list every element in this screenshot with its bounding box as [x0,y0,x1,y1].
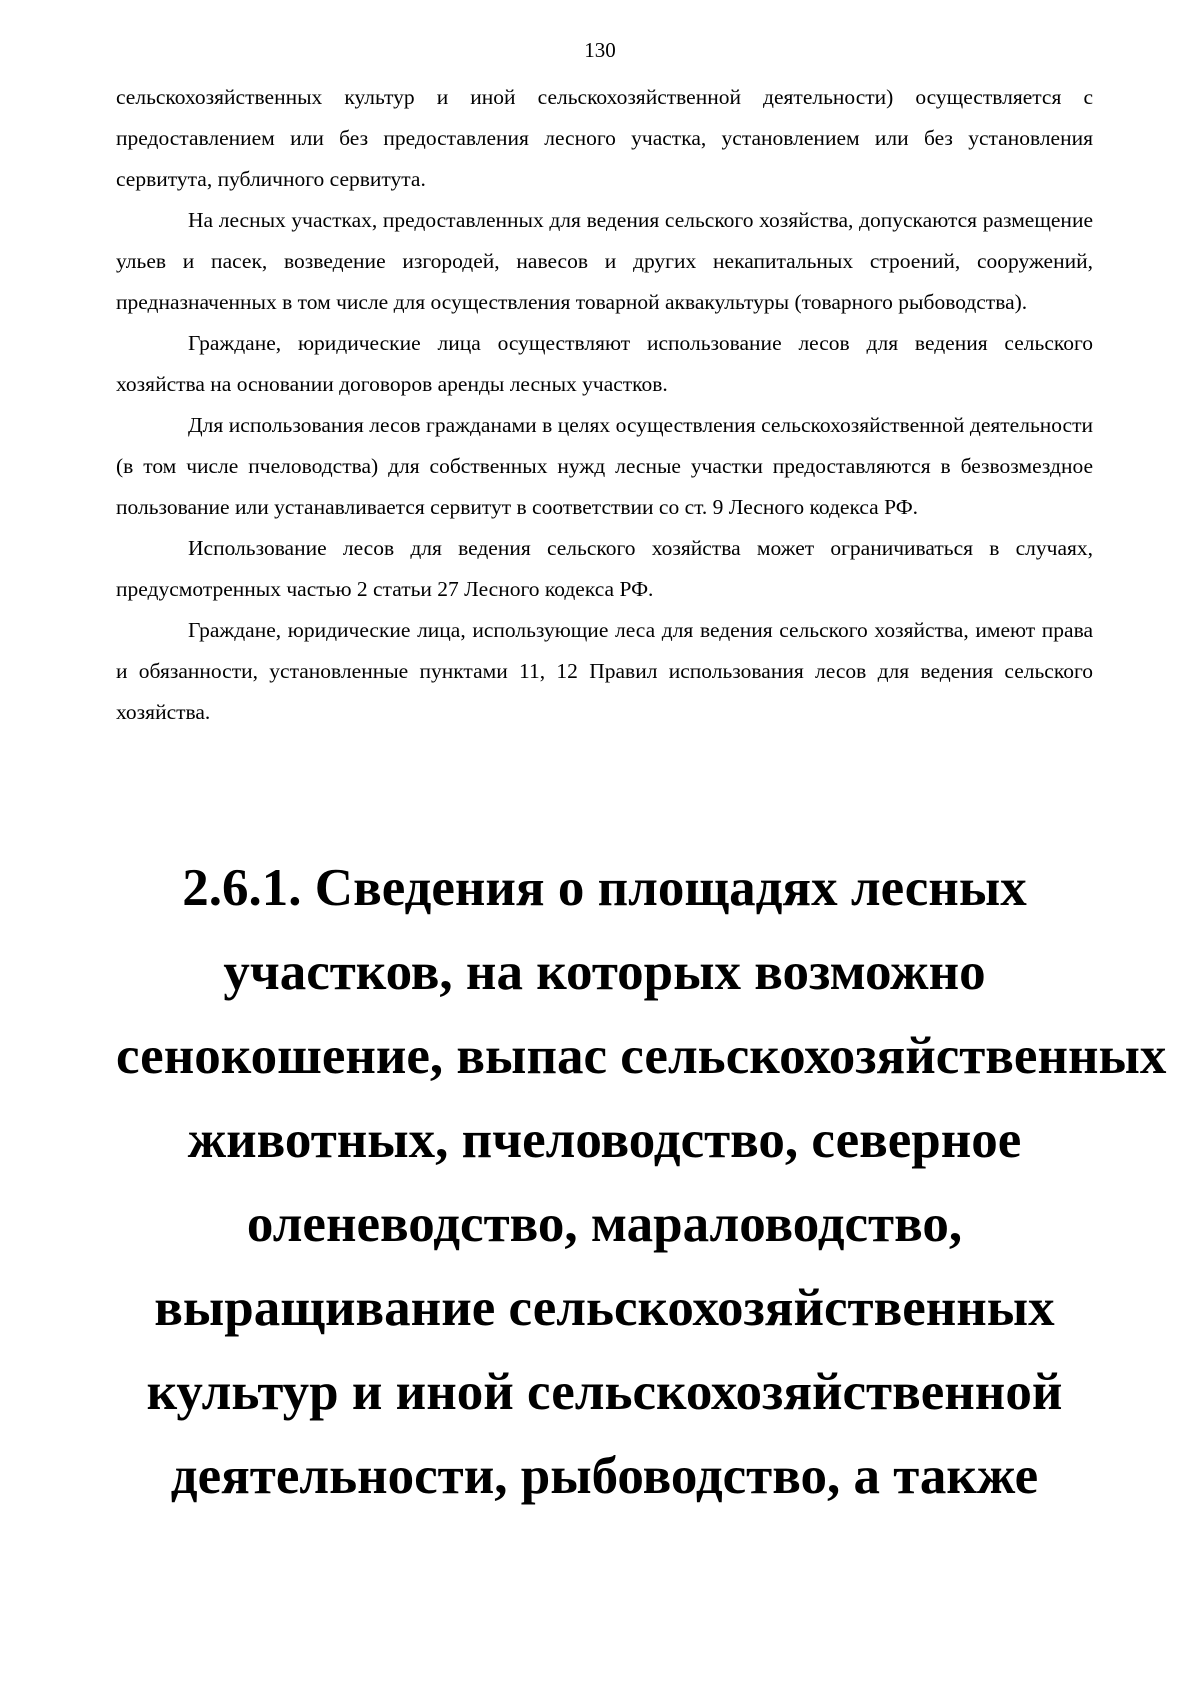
paragraph-continuation: сельскохозяйственных культур и иной сельскохозяйственной деятельности) осуществляется с предоставлением или без предоставления лесного участка, установлением или без установления сервитута, публичного сервитута. [116,85,1093,191]
body-text [116,77,1093,733]
paragraph: Использование лесов для ведения сельского хозяйства может ограничиваться в случаях, предусмотренных частью 2 статьи 27 Лесного кодекса РФ. [116,536,1093,601]
heading-line: культур и иной сельскохозяйственной [146,1363,1063,1421]
paragraph: Граждане, юридические лица, использующие леса для ведения сельского хозяйства, имеют права и обязанности, установленные пунктами 11, 12 Правил использования лесов для ведения сельского хозяйства. [116,618,1093,724]
heading-line: сенокошение, выпас сельскохозяйственных [116,1027,1167,1085]
heading-line: 2.6.1. Сведения о площадях лесных [182,859,1027,917]
section-heading [116,846,1167,1518]
paragraph: Граждане, юридические лица осуществляют использование лесов для ведения сельского хозяйства на основании договоров аренды лесных участков. [116,331,1093,396]
paragraph: На лесных участках, предоставленных для ведения сельского хозяйства, допускаются размещение ульев и пасек, возведение изгородей, навесов и других некапитальных строений, сооружений, предназначенных в том числе для осуществления товарной аквакультуры (товарного рыбоводства). [116,208,1093,314]
paragraph: Для использования лесов гражданами в целях осуществления сельскохозяйственной деятельности (в том числе пчеловодства) для собственных нужд лесные участки предоставляются в безвозмездное пользование или устанавливается сервитут в соответствии со ст. 9 Лесного кодекса РФ. [116,413,1093,519]
page-number: 130 [584,38,616,62]
heading-line: участков, на которых возможно [223,943,986,1001]
heading-line: деятельности, рыбоводство, а также [170,1447,1039,1505]
heading-line: оленеводство, мараловодство, [246,1195,963,1253]
heading-line: выращивание сельскохозяйственных [154,1279,1055,1337]
heading-line: животных, пчеловодство, северное [187,1111,1022,1169]
